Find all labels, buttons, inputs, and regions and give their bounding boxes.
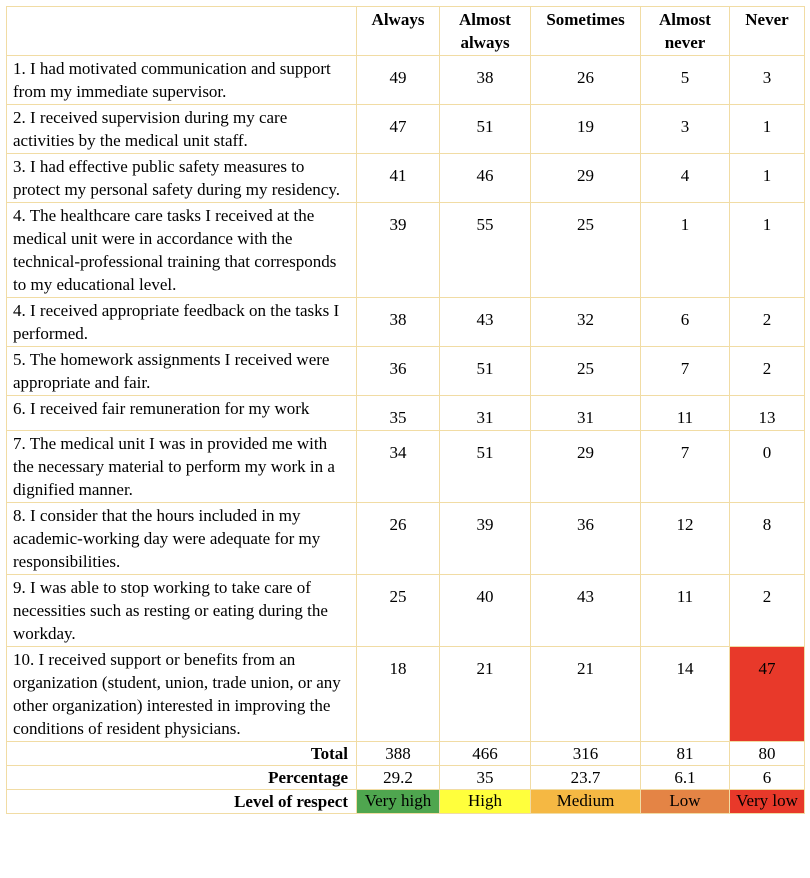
value-cell: 13 [730, 396, 805, 431]
table-row [7, 105, 805, 154]
level-text: Very high [364, 791, 432, 810]
statement-cell: 10. I received support or benefits from an organization (student, union, trade union, or any other organization) interested in improving the conditions of resident physicians. [7, 647, 357, 742]
statement-cell: 7. The medical unit I was in provided me with the necessary material to perform my work in a dignified manner. [7, 431, 357, 503]
value-cell: 12 [641, 503, 730, 575]
value-cell: 21 [440, 647, 531, 742]
header-empty [7, 7, 357, 56]
table-row [7, 647, 805, 742]
value-cell: 3 [641, 105, 730, 154]
value-cell: 6 [641, 298, 730, 347]
total-value: 80 [730, 742, 805, 766]
value-cell: 4 [641, 154, 730, 203]
statement-cell: 4. The healthcare care tasks I received at the medical unit were in accordance with the technical-professional training that corresponds to my educational level. [7, 203, 357, 298]
table-row [7, 154, 805, 203]
value-cell: 18 [357, 647, 440, 742]
percentage-value: 35 [440, 766, 531, 790]
table-row [7, 56, 805, 105]
value-cell: 51 [440, 347, 531, 396]
value-cell: 1 [730, 203, 805, 298]
value-cell: 43 [531, 575, 641, 647]
value-cell: 5 [641, 56, 730, 105]
percentage-value: 29.2 [357, 766, 440, 790]
statement-cell: 1. I had motivated communication and support from my immediate supervisor. [7, 56, 357, 105]
respect-table [6, 6, 805, 814]
level-cell-low [641, 790, 730, 814]
level-cell-very-low [730, 790, 805, 814]
percentage-value: 23.7 [531, 766, 641, 790]
level-text: High [468, 791, 502, 810]
value-cell: 1 [730, 154, 805, 203]
value-cell: 21 [531, 647, 641, 742]
value-cell: 0 [730, 431, 805, 503]
statement-cell: 2. I received supervision during my care activities by the medical unit staff. [7, 105, 357, 154]
value-cell: 35 [357, 396, 440, 431]
total-row [7, 742, 805, 766]
value-cell: 2 [730, 575, 805, 647]
value-cell: 1 [730, 105, 805, 154]
level-label: Level of respect [7, 790, 357, 814]
value-cell: 36 [357, 347, 440, 396]
value-cell: 31 [531, 396, 641, 431]
value-cell: 38 [440, 56, 531, 105]
value-cell: 40 [440, 575, 531, 647]
value-cell: 14 [641, 647, 730, 742]
value-cell: 29 [531, 431, 641, 503]
value-cell: 36 [531, 503, 641, 575]
value-cell: 7 [641, 431, 730, 503]
value-cell: 2 [730, 347, 805, 396]
statement-cell: 3. I had effective public safety measures to protect my personal safety during my residency. [7, 154, 357, 203]
value-cell: 25 [531, 347, 641, 396]
level-cell-very-high [357, 790, 440, 814]
value-cell: 25 [357, 575, 440, 647]
value-cell: 26 [357, 503, 440, 575]
value-cell: 31 [440, 396, 531, 431]
value-cell: 47 [357, 105, 440, 154]
table-row [7, 503, 805, 575]
value-cell: 32 [531, 298, 641, 347]
table-row [7, 347, 805, 396]
value-cell: 46 [440, 154, 531, 203]
header-always: Always [357, 7, 440, 56]
value-cell: 26 [531, 56, 641, 105]
value-cell: 39 [440, 503, 531, 575]
value-cell: 19 [531, 105, 641, 154]
value-cell: 1 [641, 203, 730, 298]
value-cell: 11 [641, 575, 730, 647]
level-text: Very low [736, 791, 798, 810]
level-text: Medium [556, 791, 615, 810]
value-cell: 7 [641, 347, 730, 396]
percentage-value: 6.1 [641, 766, 730, 790]
statement-cell: 9. I was able to stop working to take care of necessities such as resting or eating during the workday. [7, 575, 357, 647]
statement-cell: 8. I consider that the hours included in my academic-working day were adequate for my responsibilities. [7, 503, 357, 575]
value-cell: 51 [440, 431, 531, 503]
value-cell: 39 [357, 203, 440, 298]
value-cell: 8 [730, 503, 805, 575]
value-cell: 3 [730, 56, 805, 105]
value-cell: 41 [357, 154, 440, 203]
percentage-label: Percentage [7, 766, 357, 790]
header-row [7, 7, 805, 56]
level-cell-medium [531, 790, 641, 814]
statement-cell: 5. The homework assignments I received were appropriate and fair. [7, 347, 357, 396]
statement-cell: 4. I received appropriate feedback on the tasks I performed. [7, 298, 357, 347]
percentage-row [7, 766, 805, 790]
header-never: Never [730, 7, 805, 56]
table-row [7, 575, 805, 647]
total-value: 81 [641, 742, 730, 766]
table-row [7, 431, 805, 503]
total-value: 388 [357, 742, 440, 766]
value-cell: 55 [440, 203, 531, 298]
value-cell: 2 [730, 298, 805, 347]
level-cell-high [440, 790, 531, 814]
percentage-value: 6 [730, 766, 805, 790]
level-text: Low [669, 791, 701, 810]
header-almost-always: Almost always [440, 7, 531, 56]
total-label: Total [7, 742, 357, 766]
header-sometimes: Sometimes [531, 7, 641, 56]
value-cell: 49 [357, 56, 440, 105]
table-row [7, 298, 805, 347]
value-cell: 51 [440, 105, 531, 154]
value-cell-highlighted: 47 [730, 647, 805, 742]
table-row [7, 396, 805, 431]
value-cell: 43 [440, 298, 531, 347]
value-cell: 11 [641, 396, 730, 431]
level-row [7, 790, 805, 814]
value-cell: 25 [531, 203, 641, 298]
statement-cell: 6. I received fair remuneration for my work [7, 396, 357, 431]
total-value: 466 [440, 742, 531, 766]
value-cell: 38 [357, 298, 440, 347]
value-cell: 34 [357, 431, 440, 503]
table-row [7, 203, 805, 298]
total-value: 316 [531, 742, 641, 766]
header-almost-never: Almost never [641, 7, 730, 56]
value-cell: 29 [531, 154, 641, 203]
